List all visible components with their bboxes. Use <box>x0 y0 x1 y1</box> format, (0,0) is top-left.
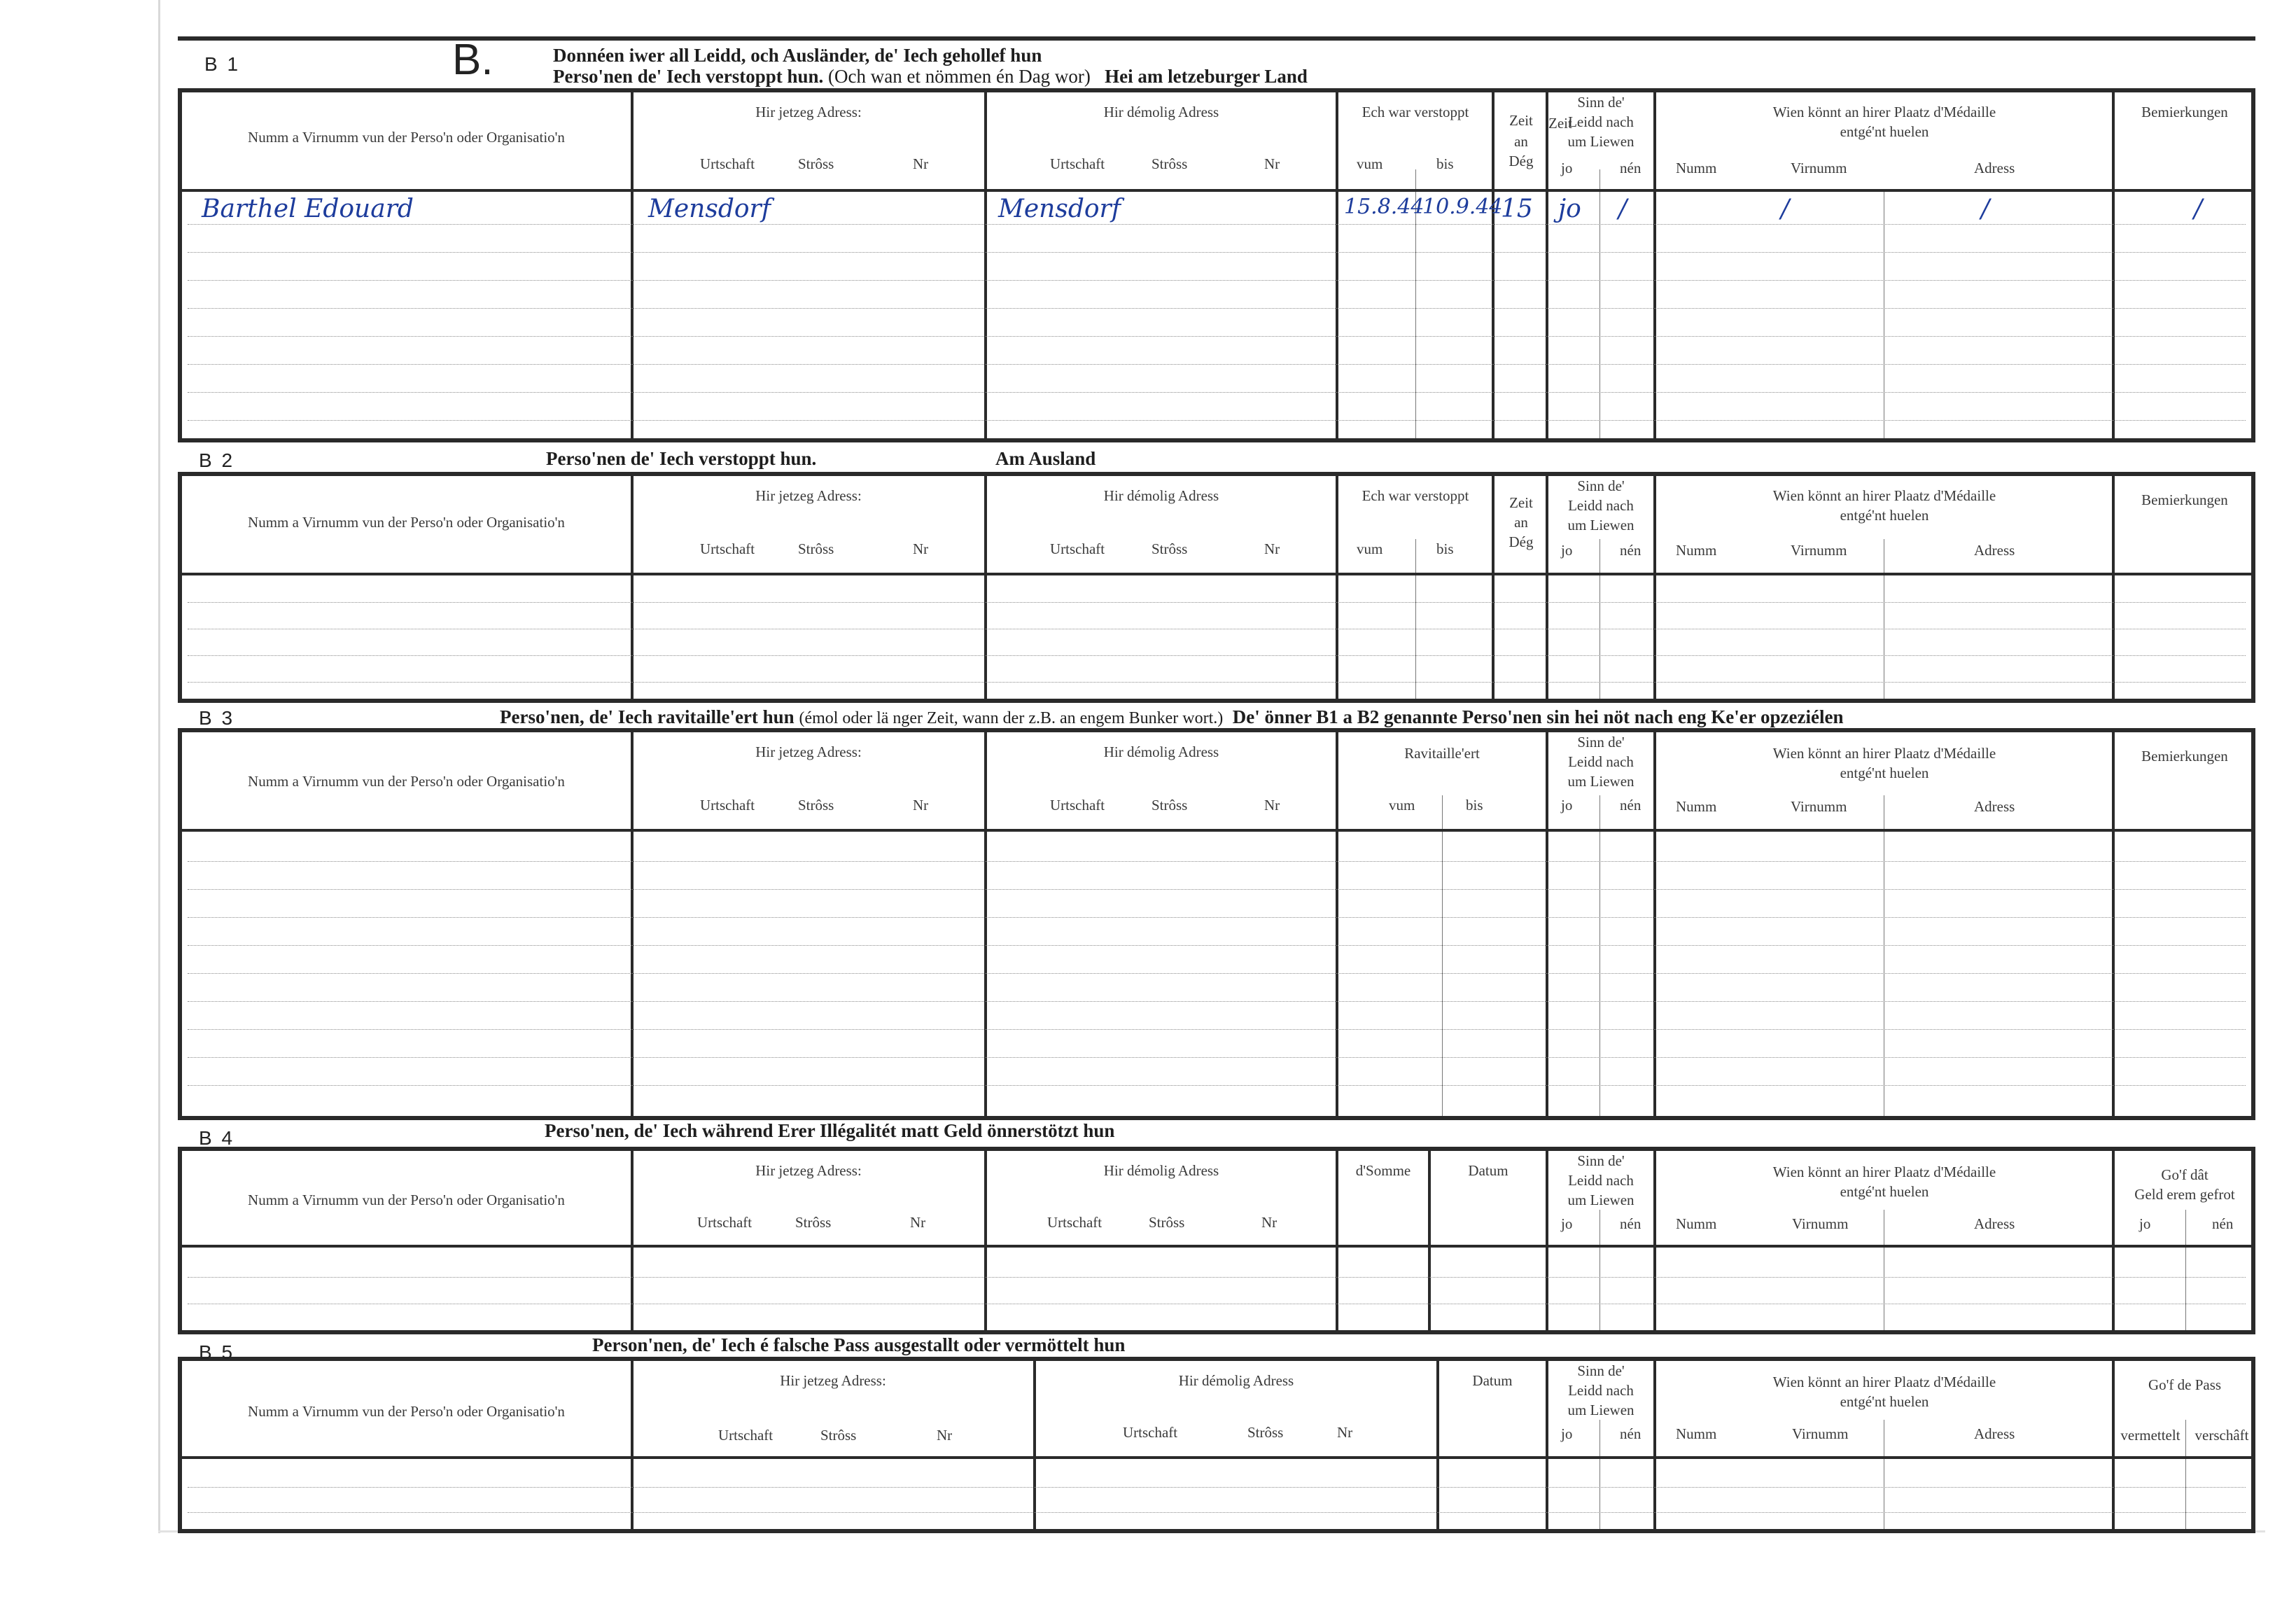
section-b3 <box>178 699 2255 1116</box>
page-edge <box>158 0 160 1533</box>
entry-from-date: 15.8.44 <box>1344 195 1424 219</box>
section-b1-title-line1: Donnéen iwer all Leidd, och Ausländer, de' Iech gehollef hun <box>553 45 1042 66</box>
entry-medal-address: / <box>1981 195 1990 223</box>
section-b4-table: Numm a Virnumm vun der Perso'n oder Organisatio'n Hir jetzeg Adress: Urtschaft Strôss Nr Hir démolig Adress Urtschaft Strôss Nr d'Somme Datum Sinn de' Leidd nach um Liewen jo nén Wien könnt an hirer Plaatz d'Médaille entgé'nt huelen Numm Virnumm Adress Go'f dât Geld erem gefrot jo nén <box>178 1151 2255 1330</box>
entry-former-town: Mensdorf <box>998 195 1121 223</box>
section-b2-header: B 2 Perso'nen de' Iech verstoppt hun. Am Ausland <box>178 438 2255 476</box>
section-b5-header: B 5 Person'nen, de' Iech é falsche Pass ausgestallt oder vermöttelt hun <box>178 1330 2255 1361</box>
section-b1 <box>178 36 2255 438</box>
section-b4 <box>178 1116 2255 1330</box>
section-b3-table: Numm a Virnumm vun der Perso'n oder Organisatio'n Hir jetzeg Adress: Urtschaft Strôss Nr Hir démolig Adress Urtschaft Strôss Nr Ravitaille'ert vum bis Sinn de' Leidd nach um Liewen jo nén Wien könnt an hirer Plaatz d'Médaille entgé'nt huelen Numm Virnumm Adress Bemierkungen <box>178 732 2255 1116</box>
entry-days: 15 <box>1501 195 1533 223</box>
section-b4-header: B 4 Perso'nen, de' Iech während Erer Illégalitét matt Geld önnerstötzt hun <box>178 1116 2255 1151</box>
section-b1-label: B 1 <box>204 53 241 75</box>
form-sheet <box>178 36 2255 1501</box>
entry-to-date: 10.9.44 <box>1422 195 1503 219</box>
section-b3-header: B 3 Perso'nen, de' Iech ravitaille'ert hun (émol oder lä nger Zeit, wann der z.B. an engem Bunker wort.) De' önner B1 a B2 genannte Perso'nen sin hei nöt nach eng Ke'er opzeziélen <box>178 699 2255 732</box>
entry-nen: / <box>1618 195 1628 223</box>
entry-medal-name: / <box>1781 195 1790 223</box>
section-b1-header <box>178 36 2255 92</box>
entry-jo: jo <box>1558 195 1581 223</box>
entry-present-town: Mensdorf <box>648 195 771 223</box>
section-b1-title-line2: Perso'nen de' Iech verstoppt hun. (Och wan et nömmen én Dag wor) Hei am letzeburger Land <box>553 66 1308 87</box>
entry-name: Barthel Edouard <box>202 195 414 223</box>
section-b1-table: Numm a Virnumm vun der Perso'n oder Organisatio'n Hir jetzeg Adress: Urtschaft Strôss Nr Hir démolig Adress Urtschaft Strôss Nr Ech war verstoppt vum bis Zeit Zeit an Dég Sinn de' Leidd nach um Liewen jo nén Wien könnt an hirer Plaatz d'Médaille entgé'nt huelen Numm Virnumm Adress Bemierkungen Barthel Edouard Mensdorf Mensdorf 15.8.44 10.9.44 15 jo / / / / <box>178 92 2255 438</box>
section-b2-table: Numm a Virnumm vun der Perso'n oder Organisatio'n Hir jetzeg Adress: Urtschaft Strôss Nr Hir démolig Adress Urtschaft Strôss Nr Ech war verstoppt vum bis Zeit an Dég Sinn de' Leidd nach um Liewen jo nén Wien könnt an hirer Plaatz d'Médaille entgé'nt huelen Numm Virnumm Adress Bemierkungen <box>178 476 2255 699</box>
form-bottom-rule <box>178 1529 2255 1533</box>
entry-remarks: / <box>2194 195 2203 223</box>
section-b2 <box>178 438 2255 699</box>
section-b5 <box>178 1330 2255 1537</box>
section-b5-table: Numm a Virnumm vun der Perso'n oder Organisatio'n Hir jetzeg Adress: Urtschaft Strôss Nr Hir démolig Adress Urtschaft Strôss Nr Datum Sinn de' Leidd nach um Liewen jo nén Wien könnt an hirer Plaatz d'Médaille entgé'nt huelen Numm Virnumm Adress Go'f de Pass vermettelt verschâft <box>178 1361 2255 1529</box>
section-b-letter: B. <box>452 36 493 84</box>
